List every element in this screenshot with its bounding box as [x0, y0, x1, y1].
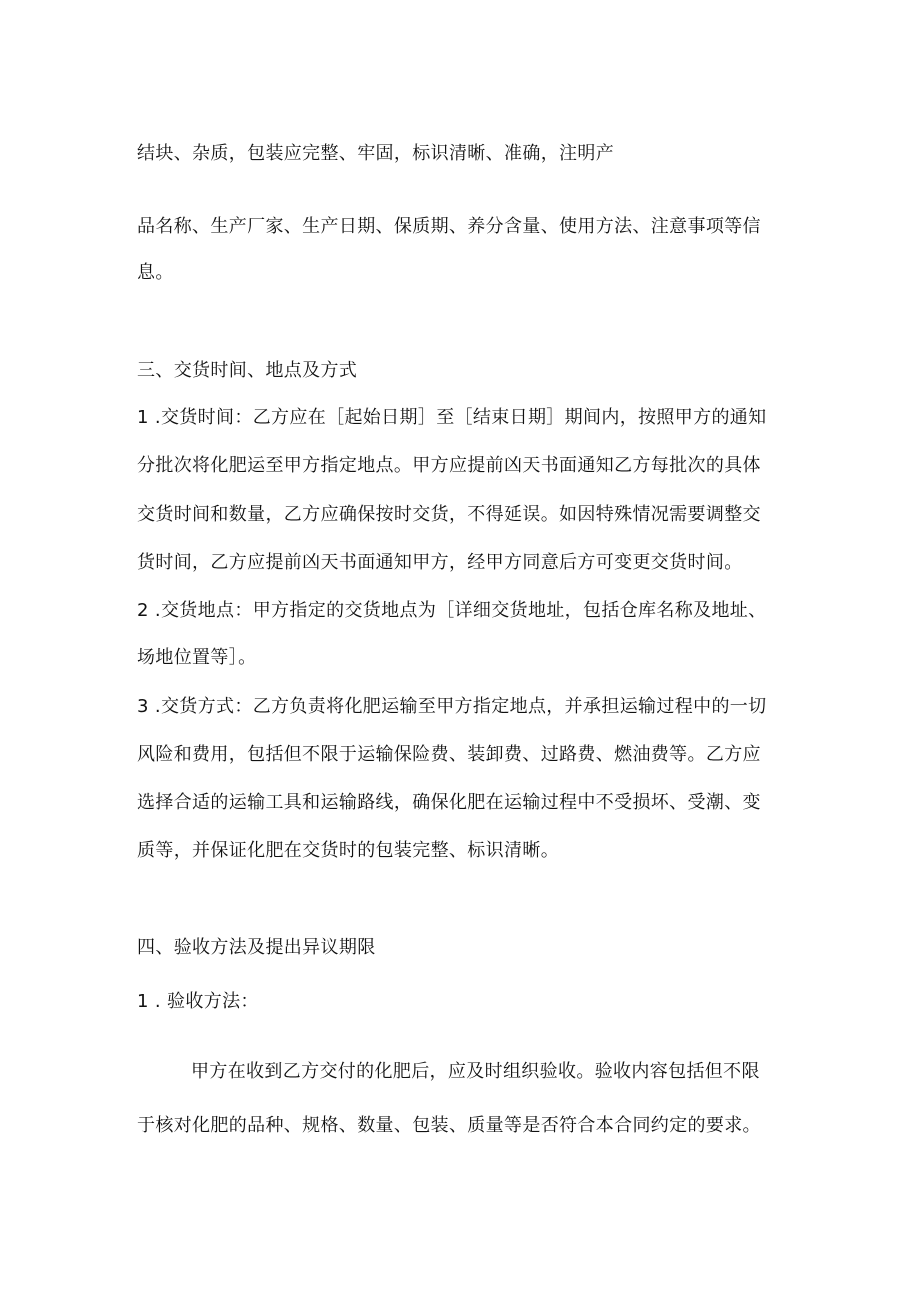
paragraph-line: 息。	[137, 262, 174, 283]
section-heading: 四、验收方法及提出异议期限	[137, 937, 376, 958]
paragraph-line: 场地位置等］。	[137, 647, 257, 668]
paragraph-line: 质等，并保证化肥在交货时的包装完整、标识清晰。	[137, 840, 560, 861]
paragraph-line: 风险和费用，包括但不限于运输保险费、装卸费、过路费、燃油费等。乙方应	[137, 744, 761, 765]
paragraph-line: 分批次将化肥运至甲方指定地点。甲方应提前凶天书面通知乙方每批次的具体	[137, 455, 761, 476]
paragraph-line: 货时间，乙方应提前凶天书面通知甲方，经甲方同意后方可变更交货时间。	[137, 552, 743, 573]
subsection-heading: 1 . 验收方法：	[137, 991, 259, 1012]
paragraph-line: 品名称、生产厂家、生产日期、保质期、养分含量、使用方法、注意事项等信	[137, 216, 761, 237]
paragraph-line: 结块、杂质，包装应完整、牢固，标识清晰、准确，注明产	[137, 143, 615, 164]
paragraph-line: 3 .交货方式：乙方负责将化肥运输至甲方指定地点，并承担运输过程中的一切	[137, 696, 767, 717]
paragraph-line: 2 .交货地点：甲方指定的交货地点为［详细交货地址，包括仓库名称及地址、	[137, 600, 767, 621]
paragraph-line: 选择合适的运输工具和运输路线，确保化肥在运输过程中不受损坏、受潮、变	[137, 792, 761, 813]
paragraph-line: 交货时间和数量，乙方应确保按时交货，不得延误。如因特殊情况需要调整交	[137, 504, 761, 525]
paragraph-line: 于核对化肥的品种、规格、数量、包装、质量等是否符合本合同约定的要求。	[137, 1115, 761, 1136]
paragraph-line: 甲方在收到乙方交付的化肥后，应及时组织验收。验收内容包括但不限	[191, 1061, 760, 1082]
section-heading: 三、交货时间、地点及方式	[137, 360, 358, 381]
paragraph-line: 1 .交货时间：乙方应在［起始日期］至［结束日期］期间内，按照甲方的通知	[137, 407, 767, 428]
